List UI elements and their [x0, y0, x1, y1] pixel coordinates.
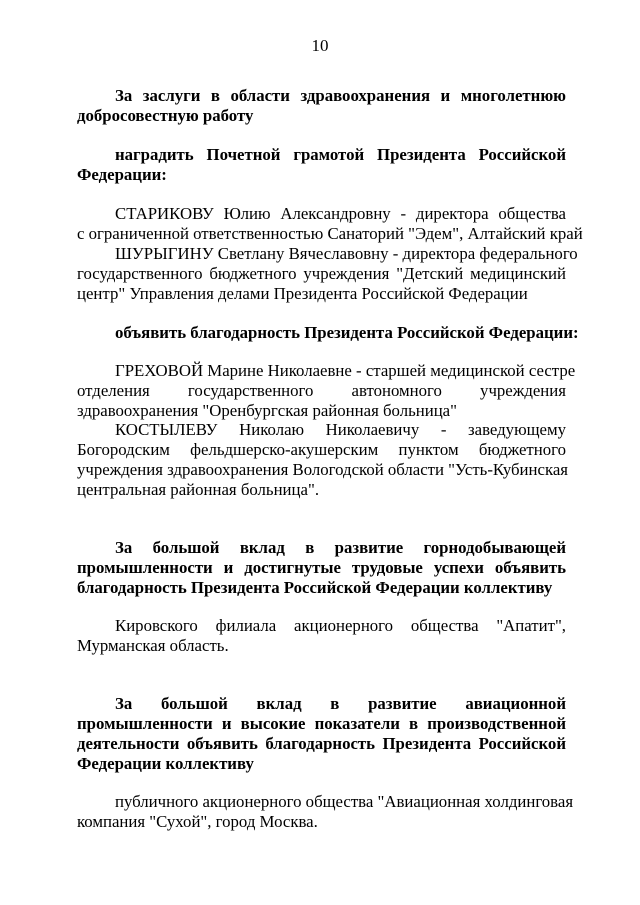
paragraph-line: Мурманская область.	[77, 636, 229, 655]
heading-line: За заслуги в области здравоохранения и многолетнюю	[115, 86, 566, 105]
heading-line: деятельности объявить благодарность Президента Российской	[77, 734, 566, 753]
heading-line: добросовестную работу	[77, 106, 254, 125]
paragraph-line: учреждения здравоохранения Вологодской области "Усть-Кубинская	[77, 460, 569, 479]
paragraph-line: СТАРИКОВУ Юлию Александровну - директора общества	[115, 204, 566, 223]
paragraph-line: государственного бюджетного учреждения "Детский медицинский	[77, 264, 566, 283]
heading-line: За большой вклад в развитие авиационной	[115, 694, 566, 713]
paragraph-line: центральная районная больница".	[77, 480, 320, 499]
heading-line: промышленности и достигнутые трудовые успехи объявить	[77, 558, 566, 577]
paragraph-line: публичного акционерного общества "Авиационная холдинговая	[115, 792, 574, 811]
paragraph-line: Богородским фельдшерско-акушерским пунктом бюджетного	[77, 440, 566, 459]
paragraph-line: центр" Управления делами Президента Российской Федерации	[77, 284, 528, 303]
paragraph-line: Кировского филиала акционерного общества "Апатит",	[115, 616, 566, 635]
decision-line: Федерации:	[77, 165, 167, 184]
page-number: 10	[311, 36, 329, 55]
paragraph-line: с ограниченной ответственностью Санаторий "Эдем", Алтайский край	[77, 224, 583, 243]
paragraph-line: здравоохранения "Оренбургская районная больница"	[77, 401, 457, 420]
decision-line: наградить Почетной грамотой Президента Российской	[115, 145, 566, 164]
heading-line: За большой вклад в развитие горнодобывающей	[115, 538, 566, 557]
heading-line: Федерации коллективу	[77, 754, 254, 773]
paragraph-line: КОСТЫЛЕВУ Николаю Николаевичу - заведующему	[115, 420, 566, 439]
paragraph-line: компания "Сухой", город Москва.	[77, 812, 318, 831]
heading-line: промышленности и высокие показатели в производственной	[77, 714, 566, 733]
heading-line: благодарность Президента Российской Федерации коллективу	[77, 578, 553, 597]
paragraph-line: отделения государственного автономного учреждения	[77, 381, 566, 400]
paragraph-line: ШУРЫГИНУ Светлану Вячеславовну - директора федерального	[115, 244, 578, 263]
paragraph-line: ГРЕХОВОЙ Марине Николаевне - старшей медицинской сестре	[115, 361, 576, 380]
decision-line: объявить благодарность Президента Российской Федерации:	[115, 323, 579, 342]
